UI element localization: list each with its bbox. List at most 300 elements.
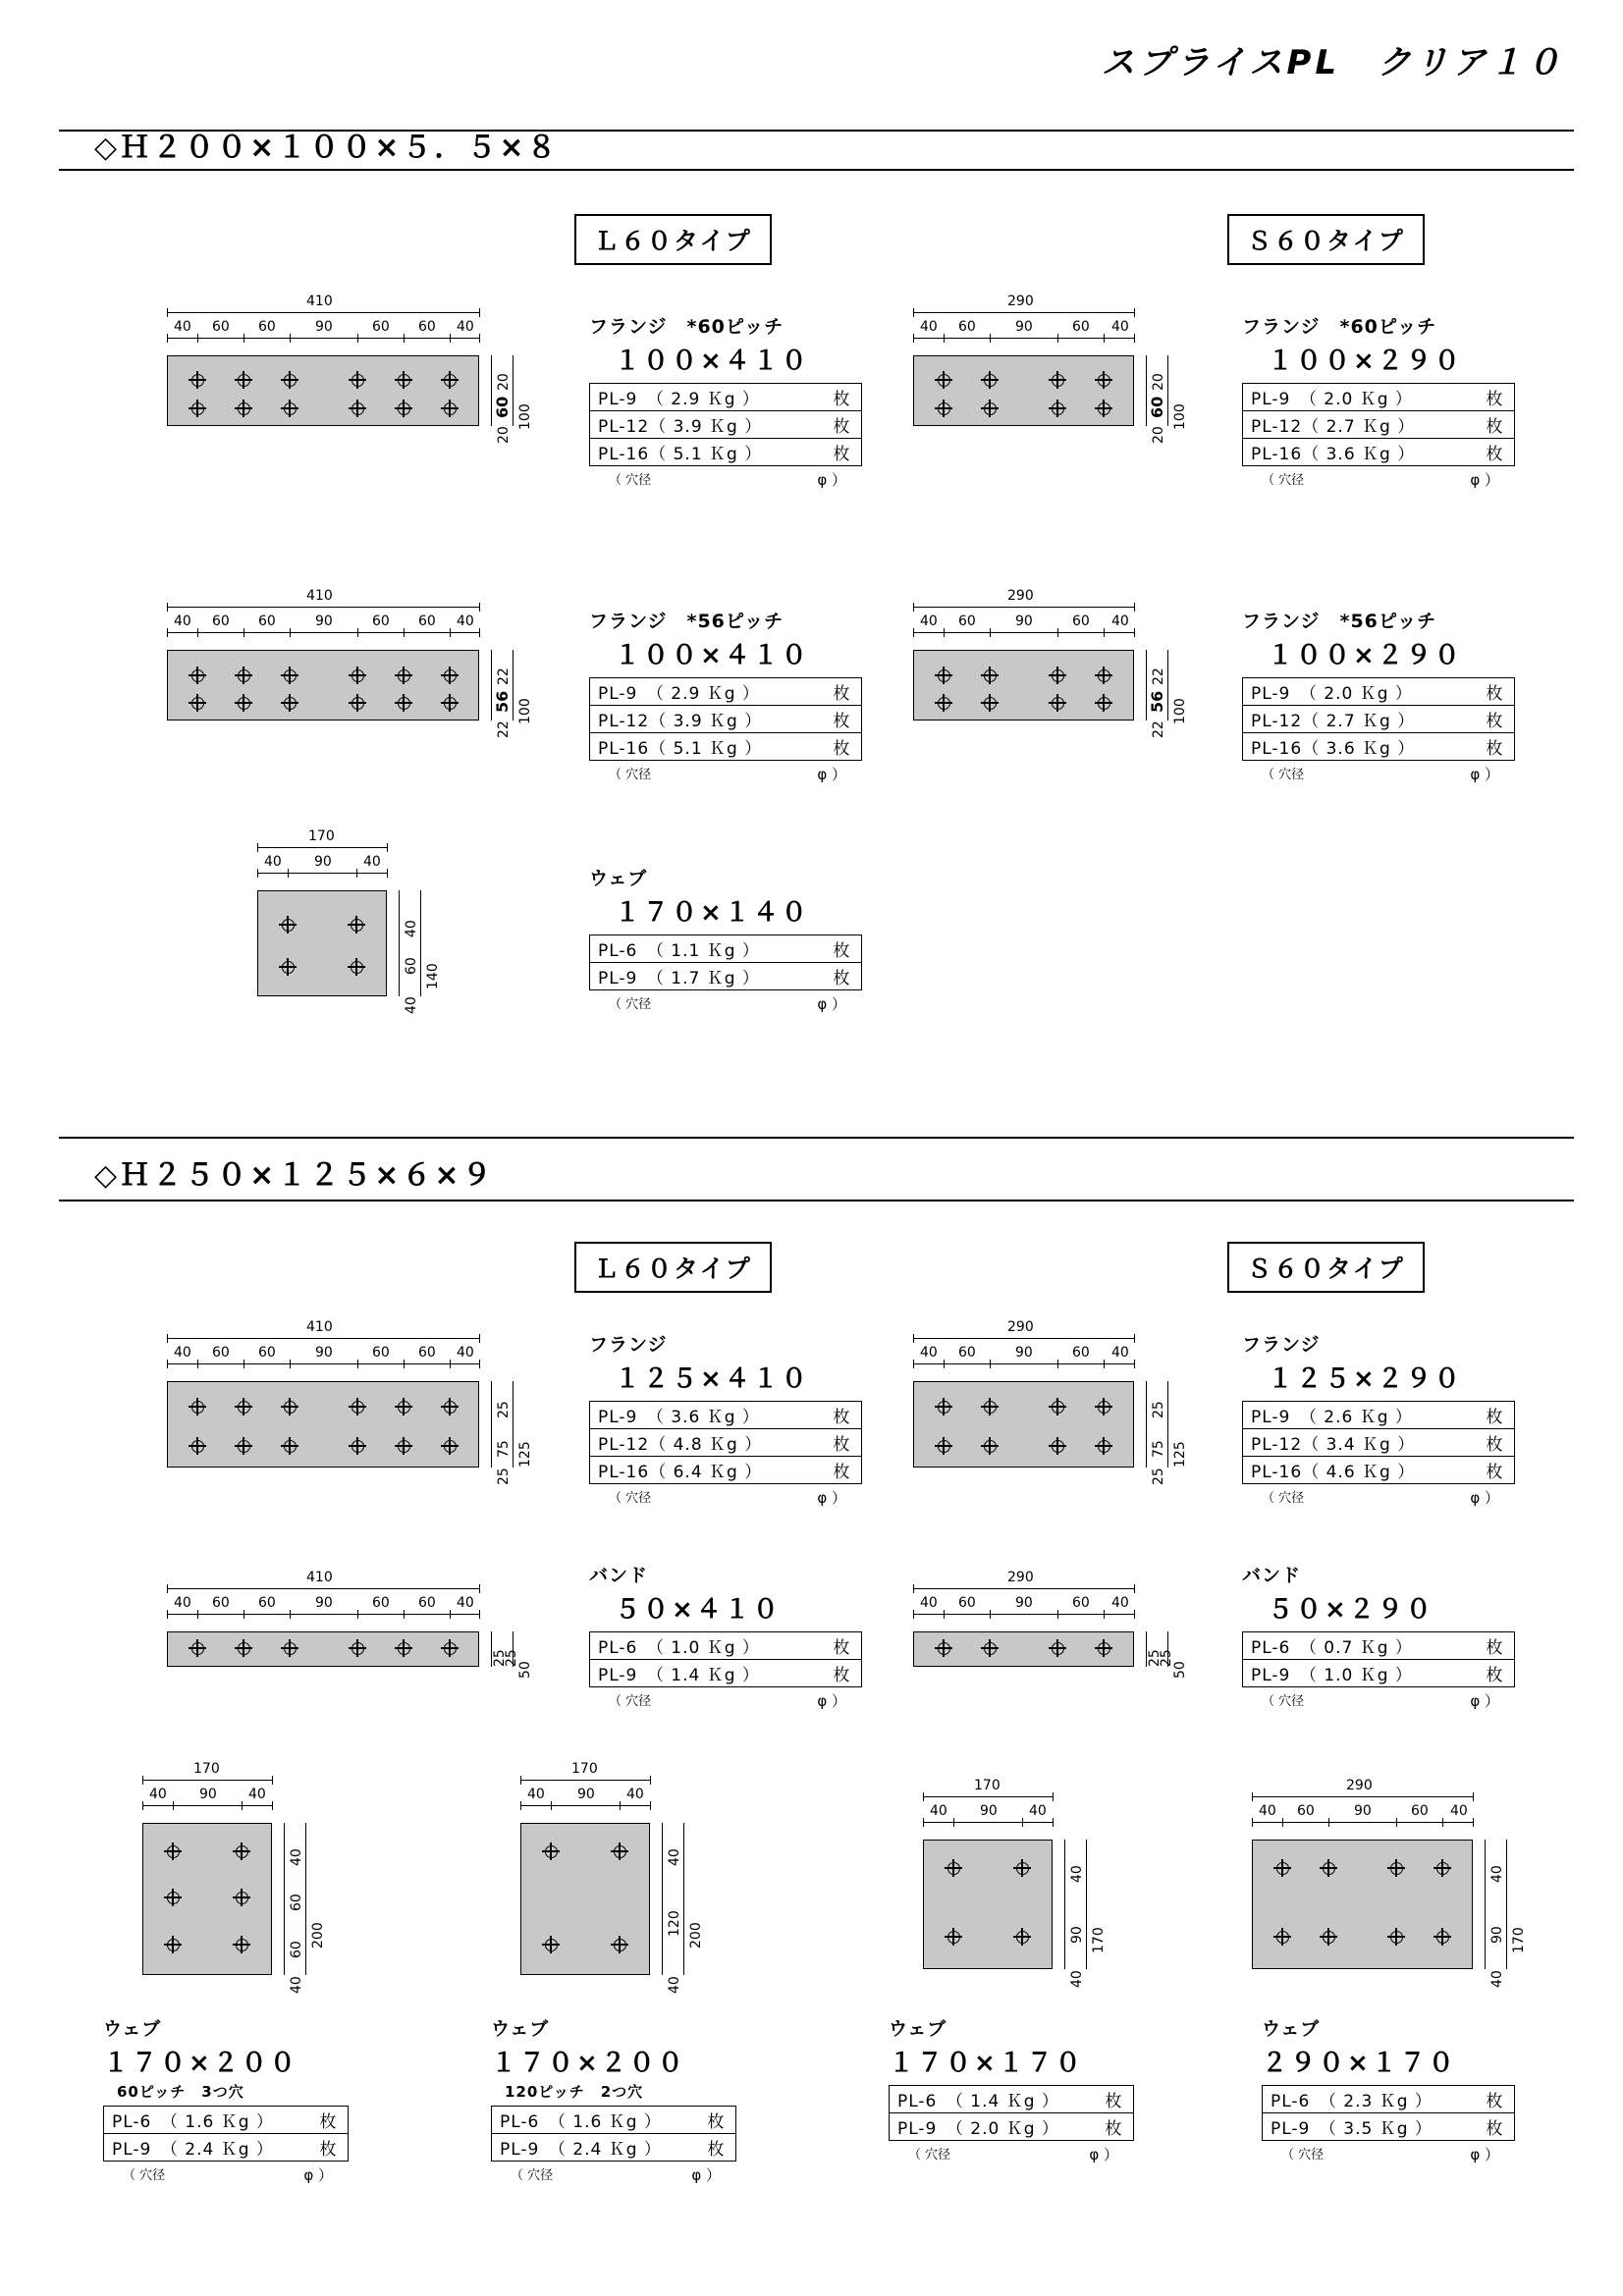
dim-40: 40 xyxy=(1489,1970,1505,1988)
spec-label: ウェブ xyxy=(103,2018,162,2040)
hole-dia-label: （ 穴径 xyxy=(1281,2148,1325,2163)
row-name: PL-6 （ 0.7 Ｋg ） xyxy=(1251,1638,1413,1658)
spec-table xyxy=(589,934,862,990)
dim-22: 22 xyxy=(1151,667,1166,685)
dim-25: 25 xyxy=(1147,1649,1163,1667)
row-unit: 枚 xyxy=(1486,739,1503,759)
dim-200: 200 xyxy=(688,1922,704,1949)
dim-60: 60 xyxy=(289,1894,304,1911)
dim-56-bold: 56 xyxy=(1148,690,1166,713)
row-unit: 枚 xyxy=(1486,2092,1503,2111)
page-title: スプライスPL クリア１０ xyxy=(1101,43,1564,82)
dim-60: 60 xyxy=(1411,1803,1429,1819)
dim-40: 40 xyxy=(404,996,419,1014)
dim-40: 40 xyxy=(457,614,474,629)
table-row xyxy=(1243,1457,1514,1484)
spec-foot xyxy=(1242,1484,1515,1508)
row-unit: 枚 xyxy=(319,2140,337,2160)
dim-60-bold: 60 xyxy=(493,396,512,418)
row-name: PL-9 （ 2.0 Ｋg ） xyxy=(1251,390,1413,409)
dim-60: 60 xyxy=(418,614,436,629)
dim-90: 90 xyxy=(577,1787,595,1802)
dim-60: 60 xyxy=(372,1595,390,1611)
row-name: PL-6 （ 1.0 Ｋg ） xyxy=(598,1638,760,1658)
dim-22: 22 xyxy=(1151,721,1166,738)
plate-drawing-web-290-170 xyxy=(1252,1779,1537,1995)
table-row xyxy=(1243,678,1514,706)
table-row xyxy=(590,1402,861,1429)
table-row xyxy=(890,2086,1133,2113)
row-name: PL-16（ 4.6 Ｋg ） xyxy=(1251,1463,1416,1482)
dim-40: 40 xyxy=(457,319,474,335)
spec-block-flange-290-56 xyxy=(1242,607,1515,784)
dim-140: 140 xyxy=(425,963,441,989)
row-unit: 枚 xyxy=(1486,1463,1503,1482)
dim-125: 125 xyxy=(1172,1441,1188,1468)
spec-size: １００×４１０ xyxy=(615,347,810,376)
row-name: PL-12（ 2.7 Ｋg ） xyxy=(1251,712,1416,731)
spec-table xyxy=(589,677,862,761)
section-2-rule-bottom xyxy=(59,1200,1574,1201)
dim-20: 20 xyxy=(1151,373,1166,391)
section-2-rule-top xyxy=(59,1137,1574,1139)
table-row xyxy=(104,2134,348,2162)
dim-60: 60 xyxy=(212,614,230,629)
dim-60: 60 xyxy=(958,614,976,629)
dim-40: 40 xyxy=(363,854,381,870)
dim-22: 22 xyxy=(496,721,512,738)
dim-90: 90 xyxy=(1015,614,1033,629)
spec-size: １００×２９０ xyxy=(1268,641,1463,670)
plate-drawing-web-170-140 xyxy=(257,828,454,1014)
dim-40: 40 xyxy=(930,1803,947,1819)
row-name: PL-12（ 3.4 Ｋg ） xyxy=(1251,1435,1416,1455)
dim-60: 60 xyxy=(258,1345,276,1361)
spec-size: １２５×４１０ xyxy=(615,1364,810,1394)
row-name: PL-9 （ 2.4 Ｋg ） xyxy=(112,2140,274,2160)
hole-dia-unit: φ ） xyxy=(817,471,846,489)
row-name: PL-9 （ 2.9 Ｋg ） xyxy=(598,684,760,704)
dim-170: 170 xyxy=(1511,1927,1527,1953)
spec-label: ウェブ xyxy=(1262,2018,1321,2040)
dim-40: 40 xyxy=(457,1345,474,1361)
spec-foot xyxy=(1242,1687,1515,1711)
dim-40: 40 xyxy=(920,614,938,629)
dim-40: 40 xyxy=(289,1976,304,1994)
row-name: PL-16（ 5.1 Ｋg ） xyxy=(598,445,763,464)
dim-40: 40 xyxy=(667,1976,682,1994)
row-name: PL-12（ 3.9 Ｋg ） xyxy=(598,417,763,437)
table-row xyxy=(590,1632,861,1660)
spec-label: フランジ *60ピッチ xyxy=(589,316,784,338)
dim-40: 40 xyxy=(174,1345,191,1361)
spec-table xyxy=(1262,2085,1515,2141)
dim-60: 60 xyxy=(258,319,276,335)
spec-table xyxy=(1242,1401,1515,1484)
dim-60: 60 xyxy=(1072,1595,1090,1611)
table-row xyxy=(1243,706,1514,733)
dim-40: 40 xyxy=(920,1345,938,1361)
hole-dia-label: （ 穴径 xyxy=(511,2168,554,2183)
plate-drawing-290-100-60 xyxy=(913,294,1188,444)
row-unit: 枚 xyxy=(1486,1435,1503,1455)
dim-60: 60 xyxy=(1072,319,1090,335)
spec-size: １７０×２００ xyxy=(103,2049,298,2078)
dim-125: 125 xyxy=(517,1441,533,1468)
row-unit: 枚 xyxy=(833,969,850,988)
row-name: PL-9 （ 2.9 Ｋg ） xyxy=(598,390,760,409)
spec-label: フランジ *56ピッチ xyxy=(1242,611,1437,632)
spec-foot xyxy=(889,2141,1134,2164)
table-row xyxy=(1243,411,1514,439)
dim-60: 60 xyxy=(372,319,390,335)
row-name: PL-16（ 5.1 Ｋg ） xyxy=(598,739,763,759)
spec-foot xyxy=(589,990,862,1014)
row-name: PL-12（ 4.8 Ｋg ） xyxy=(598,1435,763,1455)
spec-block-flange-410-125 xyxy=(589,1330,862,1508)
dim-total-width: 290 xyxy=(1007,294,1034,309)
hole-dia-label: （ 穴径 xyxy=(609,473,652,488)
spec-sub: 120ピッチ 2つ穴 xyxy=(505,2083,644,2101)
dim-60: 60 xyxy=(1072,1345,1090,1361)
table-row xyxy=(590,733,861,761)
row-unit: 枚 xyxy=(1486,445,1503,464)
row-name: PL-16（ 3.6 Ｋg ） xyxy=(1251,739,1416,759)
spec-foot xyxy=(589,761,862,784)
dim-90: 90 xyxy=(1489,1926,1505,1944)
hole-dia-label: （ 穴径 xyxy=(609,768,652,782)
dim-40: 40 xyxy=(667,1848,682,1866)
plate-drawing-web-170-200-2 xyxy=(520,1762,717,1998)
dim-60: 60 xyxy=(418,1345,436,1361)
dim-90: 90 xyxy=(1354,1803,1372,1819)
row-name: PL-12（ 3.9 Ｋg ） xyxy=(598,712,763,731)
dim-40: 40 xyxy=(1111,319,1129,335)
dim-total-width: 290 xyxy=(1007,1319,1034,1335)
row-name: PL-6 （ 1.1 Ｋg ） xyxy=(598,941,760,961)
spec-foot xyxy=(1242,761,1515,784)
dim-total-width: 290 xyxy=(1007,1570,1034,1585)
table-row xyxy=(590,706,861,733)
dim-60: 60 xyxy=(1072,614,1090,629)
table-row xyxy=(890,2113,1133,2141)
hole-dia-unit: φ ） xyxy=(817,1692,846,1710)
hole-dia-unit: φ ） xyxy=(303,2166,333,2184)
dim-40: 40 xyxy=(1259,1803,1276,1819)
dim-40: 40 xyxy=(174,1595,191,1611)
dim-25: 25 xyxy=(1159,1649,1174,1667)
dim-60: 60 xyxy=(372,614,390,629)
dim-40: 40 xyxy=(1029,1803,1047,1819)
row-name: PL-9 （ 2.4 Ｋg ） xyxy=(500,2140,662,2160)
row-unit: 枚 xyxy=(833,739,850,759)
dim-40: 40 xyxy=(457,1595,474,1611)
hole-dia-label: （ 穴径 xyxy=(1262,473,1305,488)
spec-foot xyxy=(1262,2141,1515,2164)
row-unit: 枚 xyxy=(833,1435,850,1455)
hole-dia-unit: φ ） xyxy=(1470,2146,1499,2163)
table-row xyxy=(1243,1632,1514,1660)
spec-label: ウェブ xyxy=(889,2018,947,2040)
spec-sub: 60ピッチ 3つ穴 xyxy=(117,2083,244,2101)
type-box-s60-s2: Ｓ６０タイプ xyxy=(1227,1242,1425,1293)
spec-foot xyxy=(491,2162,736,2185)
dim-60: 60 xyxy=(212,1595,230,1611)
dim-40: 40 xyxy=(149,1787,167,1802)
dim-60: 60 xyxy=(212,1345,230,1361)
hole-dia-label: （ 穴径 xyxy=(609,1491,652,1506)
dim-90: 90 xyxy=(1015,1595,1033,1611)
spec-foot xyxy=(589,1484,862,1508)
spec-block-web-170-140 xyxy=(589,864,862,1014)
row-unit: 枚 xyxy=(1486,1408,1503,1427)
hole-dia-unit: φ ） xyxy=(1470,766,1499,783)
hole-dia-label: （ 穴径 xyxy=(609,1694,652,1709)
row-name: PL-16（ 3.6 Ｋg ） xyxy=(1251,445,1416,464)
row-unit: 枚 xyxy=(833,712,850,731)
row-name: PL-9 （ 1.4 Ｋg ） xyxy=(598,1666,760,1685)
table-row xyxy=(1243,1660,1514,1687)
dim-20: 20 xyxy=(1151,426,1166,444)
row-unit: 枚 xyxy=(833,684,850,704)
spec-size: １００×２９０ xyxy=(1268,347,1463,376)
row-name: PL-9 （ 3.6 Ｋg ） xyxy=(598,1408,760,1427)
table-row xyxy=(492,2107,735,2134)
dim-total-width: 170 xyxy=(571,1761,598,1777)
table-row xyxy=(590,1457,861,1484)
dim-total-width: 170 xyxy=(193,1761,220,1777)
row-unit: 枚 xyxy=(833,1408,850,1427)
spec-size: １７０×１７０ xyxy=(889,2049,1084,2078)
plate-drawing-web-170-200-3 xyxy=(142,1762,339,1998)
spec-block-web-170-170 xyxy=(889,2014,1134,2164)
section-1-rule xyxy=(59,169,1574,171)
spec-table xyxy=(1242,677,1515,761)
hole-dia-label: （ 穴径 xyxy=(123,2168,166,2183)
spec-table xyxy=(589,383,862,466)
plate-drawing-410-100-56 xyxy=(167,588,533,738)
table-row xyxy=(590,935,861,963)
hole-dia-label: （ 穴径 xyxy=(1262,768,1305,782)
dim-22: 22 xyxy=(496,667,512,685)
spec-block-flange-290-60 xyxy=(1242,312,1515,490)
spec-block-web-170-200-2 xyxy=(491,2014,736,2185)
dim-25: 25 xyxy=(504,1649,519,1667)
hole-dia-unit: φ ） xyxy=(817,1489,846,1507)
dim-40: 40 xyxy=(289,1848,304,1866)
dim-40: 40 xyxy=(404,920,419,937)
spec-block-band-290-50 xyxy=(1242,1561,1515,1711)
spec-table xyxy=(1242,1631,1515,1687)
row-unit: 枚 xyxy=(1486,684,1503,704)
dim-40: 40 xyxy=(1489,1865,1505,1883)
spec-block-flange-290-125 xyxy=(1242,1330,1515,1508)
plate-drawing-band-290-50 xyxy=(913,1570,1188,1679)
plate-drawing-290-125 xyxy=(913,1319,1188,1485)
spec-size: １２５×２９０ xyxy=(1268,1364,1463,1394)
row-name: PL-9 （ 1.7 Ｋg ） xyxy=(598,969,760,988)
dim-60: 60 xyxy=(289,1941,304,1958)
dim-90: 90 xyxy=(1069,1926,1085,1944)
hole-dia-label: （ 穴径 xyxy=(1262,1491,1305,1506)
type-box-s60-s1: Ｓ６０タイプ xyxy=(1227,214,1425,265)
dim-90: 90 xyxy=(1015,319,1033,335)
dim-25: 25 xyxy=(496,1401,512,1418)
dim-40: 40 xyxy=(1069,1970,1085,1988)
row-unit: 枚 xyxy=(833,445,850,464)
table-row xyxy=(590,678,861,706)
dim-40: 40 xyxy=(1111,614,1129,629)
table-row xyxy=(590,1429,861,1457)
row-name: PL-9 （ 2.0 Ｋg ） xyxy=(1251,684,1413,704)
hole-dia-unit: φ ） xyxy=(1089,2146,1118,2163)
row-name: PL-12（ 2.7 Ｋg ） xyxy=(1251,417,1416,437)
spec-label: フランジ xyxy=(589,1334,668,1356)
spec-block-band-410-50 xyxy=(589,1561,862,1711)
dim-total-width: 410 xyxy=(306,1570,333,1585)
spec-label: フランジ *56ピッチ xyxy=(589,611,784,632)
dim-90: 90 xyxy=(315,1595,333,1611)
spec-table xyxy=(491,2106,736,2162)
dim-60: 60 xyxy=(958,1595,976,1611)
plate-drawing-band-410-50 xyxy=(167,1570,533,1679)
row-name: PL-9 （ 3.5 Ｋg ） xyxy=(1271,2119,1433,2139)
table-row xyxy=(590,411,861,439)
row-name: PL-6 （ 1.6 Ｋg ） xyxy=(500,2112,662,2132)
plate-drawing-410-100-60 xyxy=(167,294,533,444)
row-unit: 枚 xyxy=(1105,2092,1122,2111)
dim-40: 40 xyxy=(1069,1865,1085,1883)
hole-dia-unit: φ ） xyxy=(1470,1489,1499,1507)
dim-25: 25 xyxy=(1151,1401,1166,1418)
dim-25: 25 xyxy=(1151,1468,1166,1485)
dim-60: 60 xyxy=(958,319,976,335)
spec-table xyxy=(1242,383,1515,466)
hole-dia-unit: φ ） xyxy=(1470,1692,1499,1710)
dim-90: 90 xyxy=(980,1803,998,1819)
spec-block-web-290-170 xyxy=(1262,2014,1515,2164)
spec-label: フランジ xyxy=(1242,1334,1321,1356)
spec-foot xyxy=(1242,466,1515,490)
row-unit: 枚 xyxy=(833,1463,850,1482)
spec-label: バンド xyxy=(1242,1565,1302,1586)
row-name: PL-9 （ 2.0 Ｋg ） xyxy=(897,2119,1059,2139)
dim-40: 40 xyxy=(527,1787,545,1802)
section-2-title: ◇Ｈ２５０×１２５×６×９ xyxy=(94,1158,495,1193)
spec-label: フランジ *60ピッチ xyxy=(1242,316,1437,338)
dim-40: 40 xyxy=(626,1787,644,1802)
row-unit: 枚 xyxy=(833,1666,850,1685)
dim-40: 40 xyxy=(920,319,938,335)
dim-40: 40 xyxy=(1450,1803,1468,1819)
spec-size: １００×４１０ xyxy=(615,641,810,670)
row-unit: 枚 xyxy=(1486,2119,1503,2139)
spec-table xyxy=(589,1631,862,1687)
dim-total-width: 290 xyxy=(1346,1778,1373,1793)
dim-100: 100 xyxy=(517,403,533,430)
table-row xyxy=(1243,439,1514,466)
dim-20: 20 xyxy=(496,373,512,391)
table-row xyxy=(492,2134,735,2162)
dim-total-width: 290 xyxy=(1007,588,1034,604)
dim-25: 25 xyxy=(492,1649,508,1667)
row-unit: 枚 xyxy=(1486,1666,1503,1685)
dim-40: 40 xyxy=(174,614,191,629)
dim-90: 90 xyxy=(1015,1345,1033,1361)
dim-total-width: 410 xyxy=(306,588,333,604)
dim-100: 100 xyxy=(1172,698,1188,724)
dim-56-bold: 56 xyxy=(493,690,512,713)
table-row xyxy=(1243,384,1514,411)
spec-label: ウェブ xyxy=(491,2018,550,2040)
spec-foot xyxy=(589,1687,862,1711)
dim-60: 60 xyxy=(404,957,419,975)
dim-75: 75 xyxy=(496,1440,512,1458)
dim-100: 100 xyxy=(1172,403,1188,430)
dim-60: 60 xyxy=(418,1595,436,1611)
hole-dia-label: （ 穴径 xyxy=(609,997,652,1012)
spec-table xyxy=(103,2106,349,2162)
hole-dia-label: （ 穴径 xyxy=(908,2148,951,2163)
row-unit: 枚 xyxy=(319,2112,337,2132)
dim-90: 90 xyxy=(315,1345,333,1361)
plate-drawing-410-125 xyxy=(167,1319,533,1485)
table-row xyxy=(590,439,861,466)
spec-table xyxy=(889,2085,1134,2141)
spec-size: ５０×４１０ xyxy=(615,1595,782,1625)
dim-25: 25 xyxy=(496,1468,512,1485)
dim-40: 40 xyxy=(248,1787,266,1802)
row-unit: 枚 xyxy=(1486,1638,1503,1658)
spec-size: １７０×１４０ xyxy=(615,898,810,928)
row-name: PL-16（ 6.4 Ｋg ） xyxy=(598,1463,763,1482)
row-name: PL-6 （ 2.3 Ｋg ） xyxy=(1271,2092,1433,2111)
plate-drawing-290-100-56 xyxy=(913,588,1188,738)
dim-40: 40 xyxy=(920,1595,938,1611)
dim-60: 60 xyxy=(212,319,230,335)
dim-90: 90 xyxy=(315,319,333,335)
dim-20: 20 xyxy=(496,426,512,444)
dim-60: 60 xyxy=(958,1345,976,1361)
spec-size: ２９０×１７０ xyxy=(1262,2049,1457,2078)
dim-200: 200 xyxy=(310,1922,326,1949)
dim-40: 40 xyxy=(1111,1345,1129,1361)
dim-total-width: 170 xyxy=(974,1778,1001,1793)
spec-table xyxy=(589,1401,862,1484)
dim-90: 90 xyxy=(315,614,333,629)
spec-block-web-170-200-3 xyxy=(103,2014,349,2185)
table-row xyxy=(1263,2113,1514,2141)
dim-40: 40 xyxy=(264,854,282,870)
dim-60-bold: 60 xyxy=(1148,396,1166,418)
dim-170: 170 xyxy=(1091,1927,1107,1953)
spec-block-flange-410-56 xyxy=(589,607,862,784)
spec-size: １７０×２００ xyxy=(491,2049,686,2078)
spec-size: ５０×２９０ xyxy=(1268,1595,1434,1625)
dim-50: 50 xyxy=(517,1661,533,1679)
row-unit: 枚 xyxy=(833,941,850,961)
plate-drawing-web-170-170 xyxy=(923,1779,1119,1995)
table-row xyxy=(590,963,861,990)
row-unit: 枚 xyxy=(1486,390,1503,409)
spec-label: バンド xyxy=(589,1565,649,1586)
dim-75: 75 xyxy=(1151,1440,1166,1458)
hole-dia-label: （ 穴径 xyxy=(1262,1694,1305,1709)
dim-50: 50 xyxy=(1172,1661,1188,1679)
table-row xyxy=(1243,1402,1514,1429)
hole-dia-unit: φ ） xyxy=(817,995,846,1013)
spec-block-flange-410-60 xyxy=(589,312,862,490)
